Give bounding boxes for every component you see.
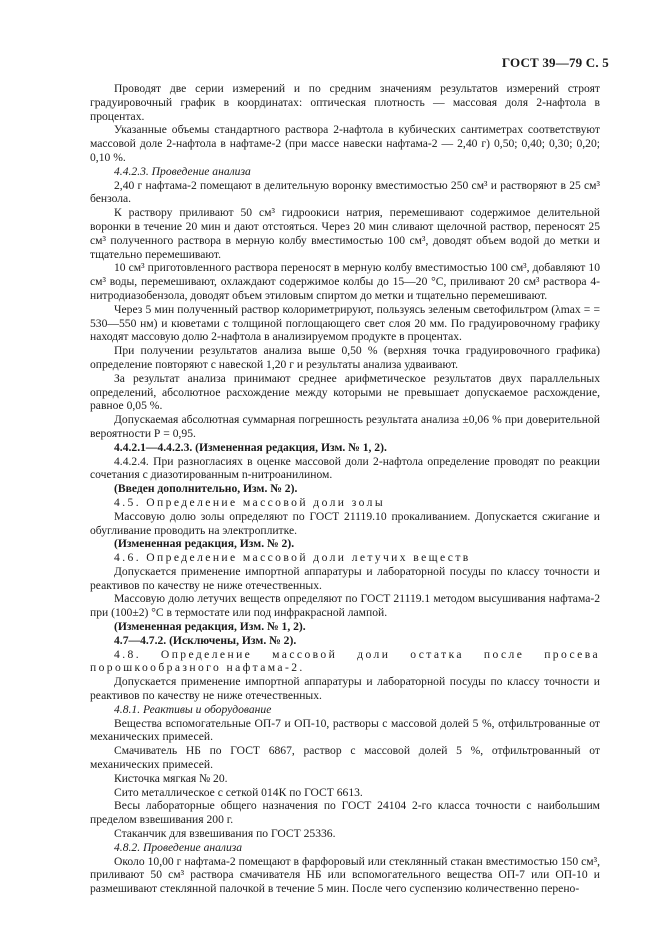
amendment-note: 4.4.2.1—4.4.2.3. (Измененная редакция, Изм. № 1, 2). bbox=[114, 440, 387, 454]
amendment-note: (Измененная редакция, Изм. № 2). bbox=[114, 537, 295, 551]
amendment-note: (Измененная редакция, Изм. № 1, 2). bbox=[114, 620, 306, 634]
document-body bbox=[90, 82, 600, 896]
section-heading: 4.8. Определение массовой доли остатка после просева порошкообразного нафтама-2. bbox=[90, 647, 600, 675]
page-header: ГОСТ 39—79 С. 5 bbox=[501, 55, 609, 70]
section-heading: 4.4.2.3. Проведение анализа bbox=[114, 164, 251, 178]
paragraph: Вещества вспомогательные ОП-7 и ОП-10, растворы с массовой долей 5 %, отфильтрованные от механических примесей. bbox=[90, 716, 600, 744]
paragraph: Около 10,00 г нафтама-2 помещают в фарфоровый или стеклянный стакан вместимостью 150 см³, приливают 50 см³ раствора смачивателя НБ или вспомогательного вещества ОП-7 или ОП-10 и размешивают стеклянной палочкой в течение 5 мин. После чего суспензию количественно перено- bbox=[90, 854, 600, 896]
paragraph: Проводят две серии измерений и по средним значениям результатов измерений строят градуировочный график в координатах: оптическая плотность — массовая доля 2-нафтола в процентах. bbox=[90, 82, 600, 123]
paragraph: Указанные объемы стандартного раствора 2-нафтола в кубических сантиметрах соответствуют массовой доле 2-нафтола в нафтаме-2 (при массе навески нафтама-2 — 2,40 г) 0,50; 0,40; 0,30; 0,20; 0,10 %. bbox=[90, 123, 600, 164]
section-heading: 4.8.1. Реактивы и оборудование bbox=[114, 702, 272, 716]
section-heading: 4.5. Определение массовой доли золы bbox=[114, 495, 386, 509]
paragraph: За результат анализа принимают среднее арифметическое результатов двух параллельных определений, абсолютное расхождение между которыми не превышает допускаемое расхождение, равное 0,05 %. bbox=[90, 371, 600, 413]
paragraph: 4.4.2.4. При разногласиях в оценке массовой доли 2-нафтола определение проводят по реакции сочетания с диазотированным n-нитроанилином. bbox=[90, 454, 600, 482]
section-heading: 4.6. Определение массовой доли летучих веществ bbox=[114, 551, 471, 565]
paragraph: При получении результатов анализа выше 0,50 % (верхняя точка градуировочного графика) определение повторяют с навеской 1,20 г и результаты анализа удваивают. bbox=[90, 344, 600, 371]
amendment-note: 4.7—4.7.2. (Исключены, Изм. № 2). bbox=[114, 633, 297, 647]
paragraph: Весы лабораторные общего назначения по ГОСТ 24104 2-го класса точности с наибольшим пределом взвешивания 200 г. bbox=[90, 799, 600, 827]
paragraph: 2,40 г нафтама-2 помещают в делительную воронку вместимостью 250 см³ и растворяют в 25 см³ бензола. bbox=[90, 178, 600, 206]
paragraph: Допускаемая абсолютная суммарная погрешность результата анализа ±0,06 % при доверительной вероятности Р = 0,95. bbox=[90, 413, 600, 440]
paragraph: Кисточка мягкая № 20. bbox=[114, 771, 228, 785]
paragraph: К раствору приливают 50 см³ гидроокиси натрия, перемешивают содержимое делительной воронки в течение 20 мин и дают отстояться. Через 20 мин сливают щелочной раствор, переносят 25 см³ полученного раствора в мерную колбу вместимостью 100 см³, доводят объем водой до метки и тщательно перемешивают. bbox=[90, 206, 600, 261]
paragraph: Смачиватель НБ по ГОСТ 6867, раствор с массовой долей 5 %, отфильтрованный от механических примесей. bbox=[90, 744, 600, 772]
paragraph: Массовую долю летучих веществ определяют по ГОСТ 21119.1 методом высушивания нафтама-2 при (100±2) °С в термостате или под инфракрасной лампой. bbox=[90, 592, 600, 620]
paragraph: Стаканчик для взвешивания по ГОСТ 25336. bbox=[114, 827, 336, 841]
paragraph: Массовую долю золы определяют по ГОСТ 21119.10 прокаливанием. Допускается сжигание и обугливание проводить на электроплитке. bbox=[90, 509, 600, 537]
paragraph: Допускается применение импортной аппаратуры и лабораторной посуды по классу точности и реактивов по качеству не ниже отечественных. bbox=[90, 675, 600, 703]
paragraph: Сито металлическое с сеткой 014К по ГОСТ 6613. bbox=[114, 785, 363, 799]
paragraph: 10 см³ приготовленного раствора переносят в мерную колбу вместимостью 100 см³, добавляют 10 см³ воды, перемешивают, охлаждают содержимое колбы до 15—20 °С, приливают 20 см³ раствора 4-нитродиазобензола, доводят объем этиловым спиртом до метки и тщательно перемешивают. bbox=[90, 261, 600, 302]
amendment-note: (Введен дополнительно, Изм. № 2). bbox=[114, 482, 298, 496]
paragraph: Допускается применение импортной аппаратуры и лабораторной посуды по классу точности и реактивов по качеству не ниже отечественных. bbox=[90, 564, 600, 592]
paragraph: Через 5 мин полученный раствор колориметрируют, пользуясь зеленым светофильтром (λmax = = 530—550 нм) и кюветами с толщиной поглощающего свет слоя 20 мм. По градуировочному графику находят массовую долю 2-нафтола в анализируемом продукте в процентах. bbox=[90, 302, 600, 344]
section-heading: 4.8.2. Проведение анализа bbox=[114, 840, 243, 854]
